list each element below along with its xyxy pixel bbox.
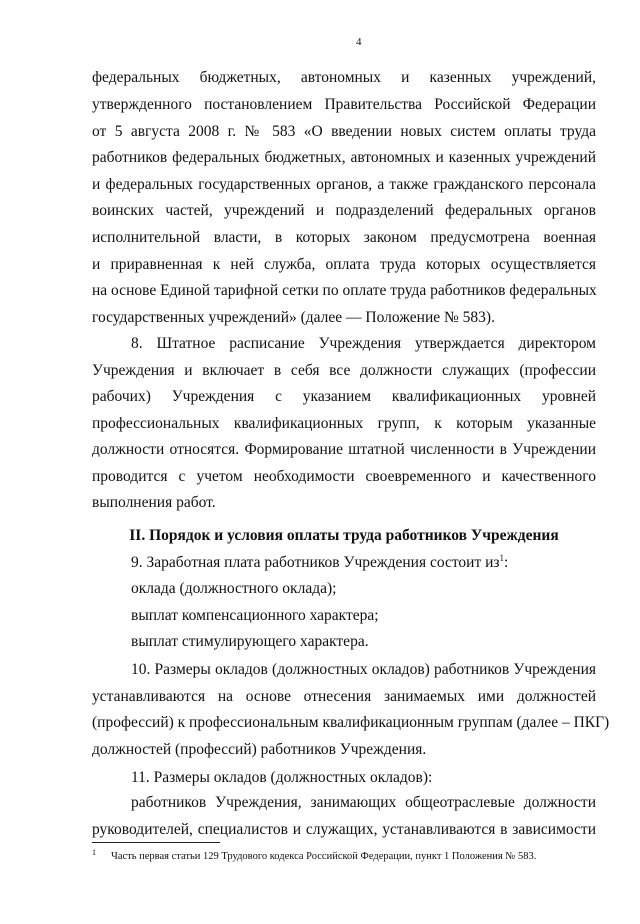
text-line: федеральных бюджетных, автономных и казенных учреждений, bbox=[92, 69, 596, 86]
text-line: рабочих) Учреждения с указанием квалификационных уровней bbox=[92, 388, 596, 405]
item-9 bbox=[131, 553, 596, 573]
text-line: должностей (профессий) работников Учреждения. bbox=[92, 741, 427, 758]
text-line: исполнительной власти, в которых законом предусмотрена военная bbox=[92, 229, 596, 246]
text-line: от 5 августа 2008 г. № 583 «О введении новых систем оплаты труда bbox=[92, 123, 596, 140]
text-line: руководителей, специалистов и служащих, устанавливаются в зависимости bbox=[92, 821, 596, 838]
text-line: профессиональных квалификационных групп, к которым указанные bbox=[92, 415, 596, 432]
paragraph-11-start: 11. Размеры окладов (должностных окладов): bbox=[131, 769, 433, 786]
list-item: выплат стимулирующего характера. bbox=[131, 633, 369, 650]
list-item: выплат компенсационного характера; bbox=[131, 607, 379, 624]
text-line: работников федеральных бюджетных, автономных и казенных учреждений bbox=[92, 149, 596, 166]
page-number: 4 bbox=[356, 36, 362, 48]
text-line: работников Учреждения, занимающих общеотраслевые должности bbox=[131, 794, 596, 811]
list-item: оклада (должностного оклада); bbox=[131, 580, 337, 597]
text-line: выполнения работ. bbox=[92, 494, 216, 511]
footnote-reference: 1 bbox=[499, 552, 505, 563]
text-line: государственных учреждений» (далее — Положение № 583). bbox=[92, 309, 495, 326]
text-line: на основе Единой тарифной сетки по оплате труда работников федеральных bbox=[92, 282, 597, 299]
text-line: устанавливаются на основе отнесения занимаемых ими должностей bbox=[92, 688, 596, 705]
section-heading: II. Порядок и условия оплаты труда работников Учреждения bbox=[129, 527, 559, 544]
text-line: (профессий) к профессиональным квалификационным группам (далее – ПКГ) bbox=[92, 714, 610, 731]
footnote-mark: 1 bbox=[92, 848, 96, 857]
footnote-text: Часть первая статьи 129 Трудового кодекса Российской Федерации, пункт 1 Положения № 583. bbox=[111, 851, 537, 862]
text-line: утвержденного постановлением Правительства Российской Федерации bbox=[92, 96, 596, 113]
item-9-text: 9. Заработная плата работников Учреждения состоит из bbox=[131, 554, 500, 571]
text-line: должности относятся. Формирование штатной численности в Учреждении bbox=[92, 441, 596, 458]
text-line: и федеральных государственных органов, а также гражданского персонала bbox=[92, 176, 596, 193]
paragraph-10-start: 10. Размеры окладов (должностных окладов) работников Учреждения bbox=[131, 661, 596, 678]
text-line: воинских частей, учреждений и подразделений федеральных органов bbox=[92, 202, 596, 219]
paragraph-8-start: 8. Штатное расписание Учреждения утверждается директором bbox=[131, 335, 596, 352]
footnote-separator bbox=[92, 842, 220, 843]
item-9-suffix: : bbox=[504, 554, 509, 571]
text-line: Учреждения и включает в себя все должности служащих (профессии bbox=[92, 362, 596, 379]
text-line: проводится с учетом необходимости своевременного и качественного bbox=[92, 468, 596, 485]
text-line: и приравненная к ней служба, оплата труда которых осуществляется bbox=[92, 256, 596, 273]
